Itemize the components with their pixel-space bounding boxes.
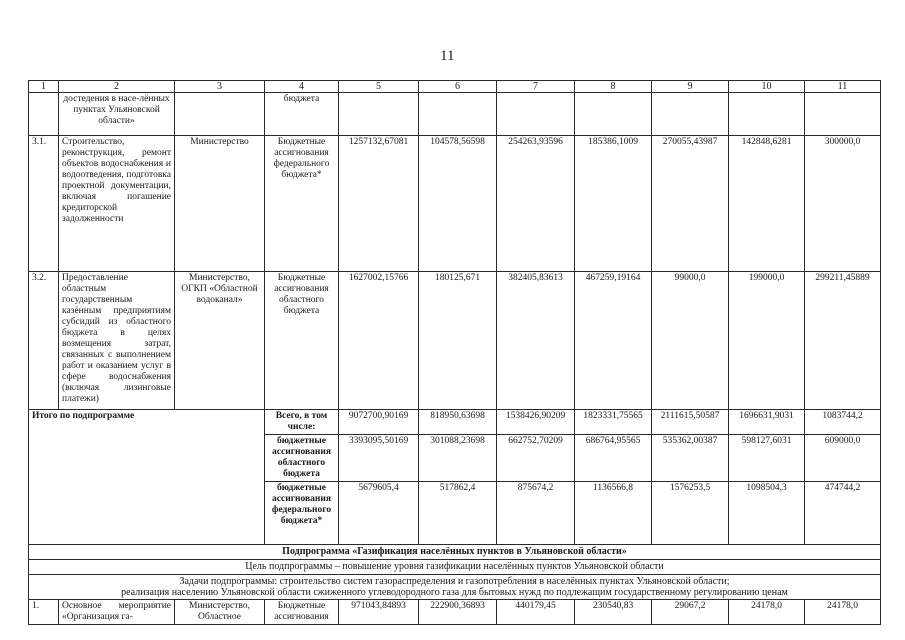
cell-value: 818950,63698 xyxy=(419,410,497,435)
cell-value: 199000,0 xyxy=(729,272,805,410)
subprogram-goal: Цель подпрограммы – повышение уровня газификации населённых пунктов Ульяновской области xyxy=(29,560,881,575)
cell-value: 1083744,2 xyxy=(805,410,881,435)
cell-number: 3.1. xyxy=(29,136,59,272)
cell-empty xyxy=(29,93,59,136)
subprogram-title: Подпрограмма «Газификация населённых пунктов в Ульяновской области» xyxy=(29,545,881,560)
cell-value: 9072700,90169 xyxy=(339,410,419,435)
cell-value: 535362,00387 xyxy=(652,435,729,482)
cell-executor: Министерство, ОГКП «Областной водоканал» xyxy=(175,272,265,410)
table-row-continued xyxy=(29,93,881,136)
header-cell: 2 xyxy=(59,81,175,93)
cell-value: 230540,83 xyxy=(575,600,652,625)
cell-value: 1098504,3 xyxy=(729,482,805,545)
cell-value: 1576253,5 xyxy=(652,482,729,545)
cell-value: 180125,671 xyxy=(419,272,497,410)
cell-value: 1823331,75565 xyxy=(575,410,652,435)
cell-empty xyxy=(419,93,497,136)
table-row-subprogram xyxy=(29,545,881,560)
table-row xyxy=(29,600,881,625)
cell-executor: Министерство xyxy=(175,136,265,272)
cell-value: 29067,2 xyxy=(652,600,729,625)
cell-value: 3393095,50169 xyxy=(339,435,419,482)
cell-description: достедения в насе-лённых пунктах Ульяновской области» xyxy=(59,93,175,136)
cell-value: 382405,83613 xyxy=(497,272,575,410)
table-row xyxy=(29,272,881,410)
cell-source: бюджетные ассигнования областного бюджета xyxy=(265,435,339,482)
cell-empty xyxy=(575,93,652,136)
cell-value: 598127,6031 xyxy=(729,435,805,482)
cell-value: 440179,45 xyxy=(497,600,575,625)
cell-value: 517862,4 xyxy=(419,482,497,545)
header-cell: 5 xyxy=(339,81,419,93)
header-row xyxy=(29,81,881,93)
cell-source: Бюджетные ассигнования xyxy=(265,600,339,625)
cell-value: 1538426,90209 xyxy=(497,410,575,435)
cell-value: 875674,2 xyxy=(497,482,575,545)
cell-value: 104578,56598 xyxy=(419,136,497,272)
cell-source: Бюджетные ассигнования областного бюджета xyxy=(265,272,339,410)
cell-value: 24178,0 xyxy=(729,600,805,625)
header-cell: 1 xyxy=(29,81,59,93)
header-cell: 6 xyxy=(419,81,497,93)
tasks-line-2: реализация населению Ульяновской области сжиженного углеводородного газа для бытовых нужд по подлежащим государственному регулированию ценам xyxy=(121,587,788,598)
cell-value: 1257132,67081 xyxy=(339,136,419,272)
cell-value: 301088,23698 xyxy=(419,435,497,482)
header-cell: 7 xyxy=(497,81,575,93)
header-cell: 9 xyxy=(652,81,729,93)
header-cell: 10 xyxy=(729,81,805,93)
header-cell: 8 xyxy=(575,81,652,93)
cell-description: Строительство, реконструкция, ремонт объектов водоснабжения и водоотведения, подготовка проектной документации, включая погашение кредиторской задолженности xyxy=(59,136,175,272)
table-row xyxy=(29,136,881,272)
cell-total-label: Итого по подпрограмме xyxy=(29,410,265,545)
subprogram-tasks xyxy=(29,575,881,600)
tasks-line-1: Задачи подпрограммы: строительство систем газораспределения и газопотребления в населённых пунктах Ульяновской области; xyxy=(179,576,730,587)
cell-value: 142848,6281 xyxy=(729,136,805,272)
cell-value: 1136566,8 xyxy=(575,482,652,545)
cell-value: 254263,93596 xyxy=(497,136,575,272)
cell-executor: Министерство, Областное xyxy=(175,600,265,625)
cell-value: 300000,0 xyxy=(805,136,881,272)
cell-value: 1627002,15766 xyxy=(339,272,419,410)
header-cell: 4 xyxy=(265,81,339,93)
cell-number: 3.2. xyxy=(29,272,59,410)
table-row-goal xyxy=(29,560,881,575)
cell-value: 99000,0 xyxy=(652,272,729,410)
cell-value: 24178,0 xyxy=(805,600,881,625)
cell-value: 1696631,9031 xyxy=(729,410,805,435)
cell-value: 270055,43987 xyxy=(652,136,729,272)
cell-value: 474744,2 xyxy=(805,482,881,545)
cell-number: 1. xyxy=(29,600,59,625)
header-cell: 11 xyxy=(805,81,881,93)
cell-empty xyxy=(729,93,805,136)
cell-empty xyxy=(339,93,419,136)
cell-empty xyxy=(497,93,575,136)
cell-value: 222900,36893 xyxy=(419,600,497,625)
cell-value: 609000,0 xyxy=(805,435,881,482)
cell-empty xyxy=(175,93,265,136)
cell-value: 185386,1009 xyxy=(575,136,652,272)
header-cell: 3 xyxy=(175,81,265,93)
cell-source: Всего, в том числе: xyxy=(265,410,339,435)
budget-table-wrapper xyxy=(28,80,880,625)
cell-value: 5679605,4 xyxy=(339,482,419,545)
cell-source: бюджета xyxy=(265,93,339,136)
cell-empty xyxy=(652,93,729,136)
budget-table xyxy=(28,80,881,625)
cell-source: бюджетные ассигнования федерального бюджета* xyxy=(265,482,339,545)
cell-value: 686764,95565 xyxy=(575,435,652,482)
cell-value: 971043,84893 xyxy=(339,600,419,625)
cell-value: 467259,19164 xyxy=(575,272,652,410)
cell-value: 299211,45889 xyxy=(805,272,881,410)
table-row-tasks xyxy=(29,575,881,600)
cell-empty xyxy=(805,93,881,136)
table-row-total xyxy=(29,410,881,435)
cell-source: Бюджетные ассигнования федерального бюджета* xyxy=(265,136,339,272)
cell-description: Предоставление областным государственным казённым предприятиям субсидий из областного бюджета в целях возмещения затрат, связанных с выполнением работ и оказанием услуг в сфере водоснабжения (включая лизинговые платежи) xyxy=(59,272,175,410)
cell-value: 662752,70209 xyxy=(497,435,575,482)
cell-description: Основное мероприятие «Организация га- xyxy=(59,600,175,625)
page-number: 11 xyxy=(440,48,455,64)
cell-value: 2111615,50587 xyxy=(652,410,729,435)
